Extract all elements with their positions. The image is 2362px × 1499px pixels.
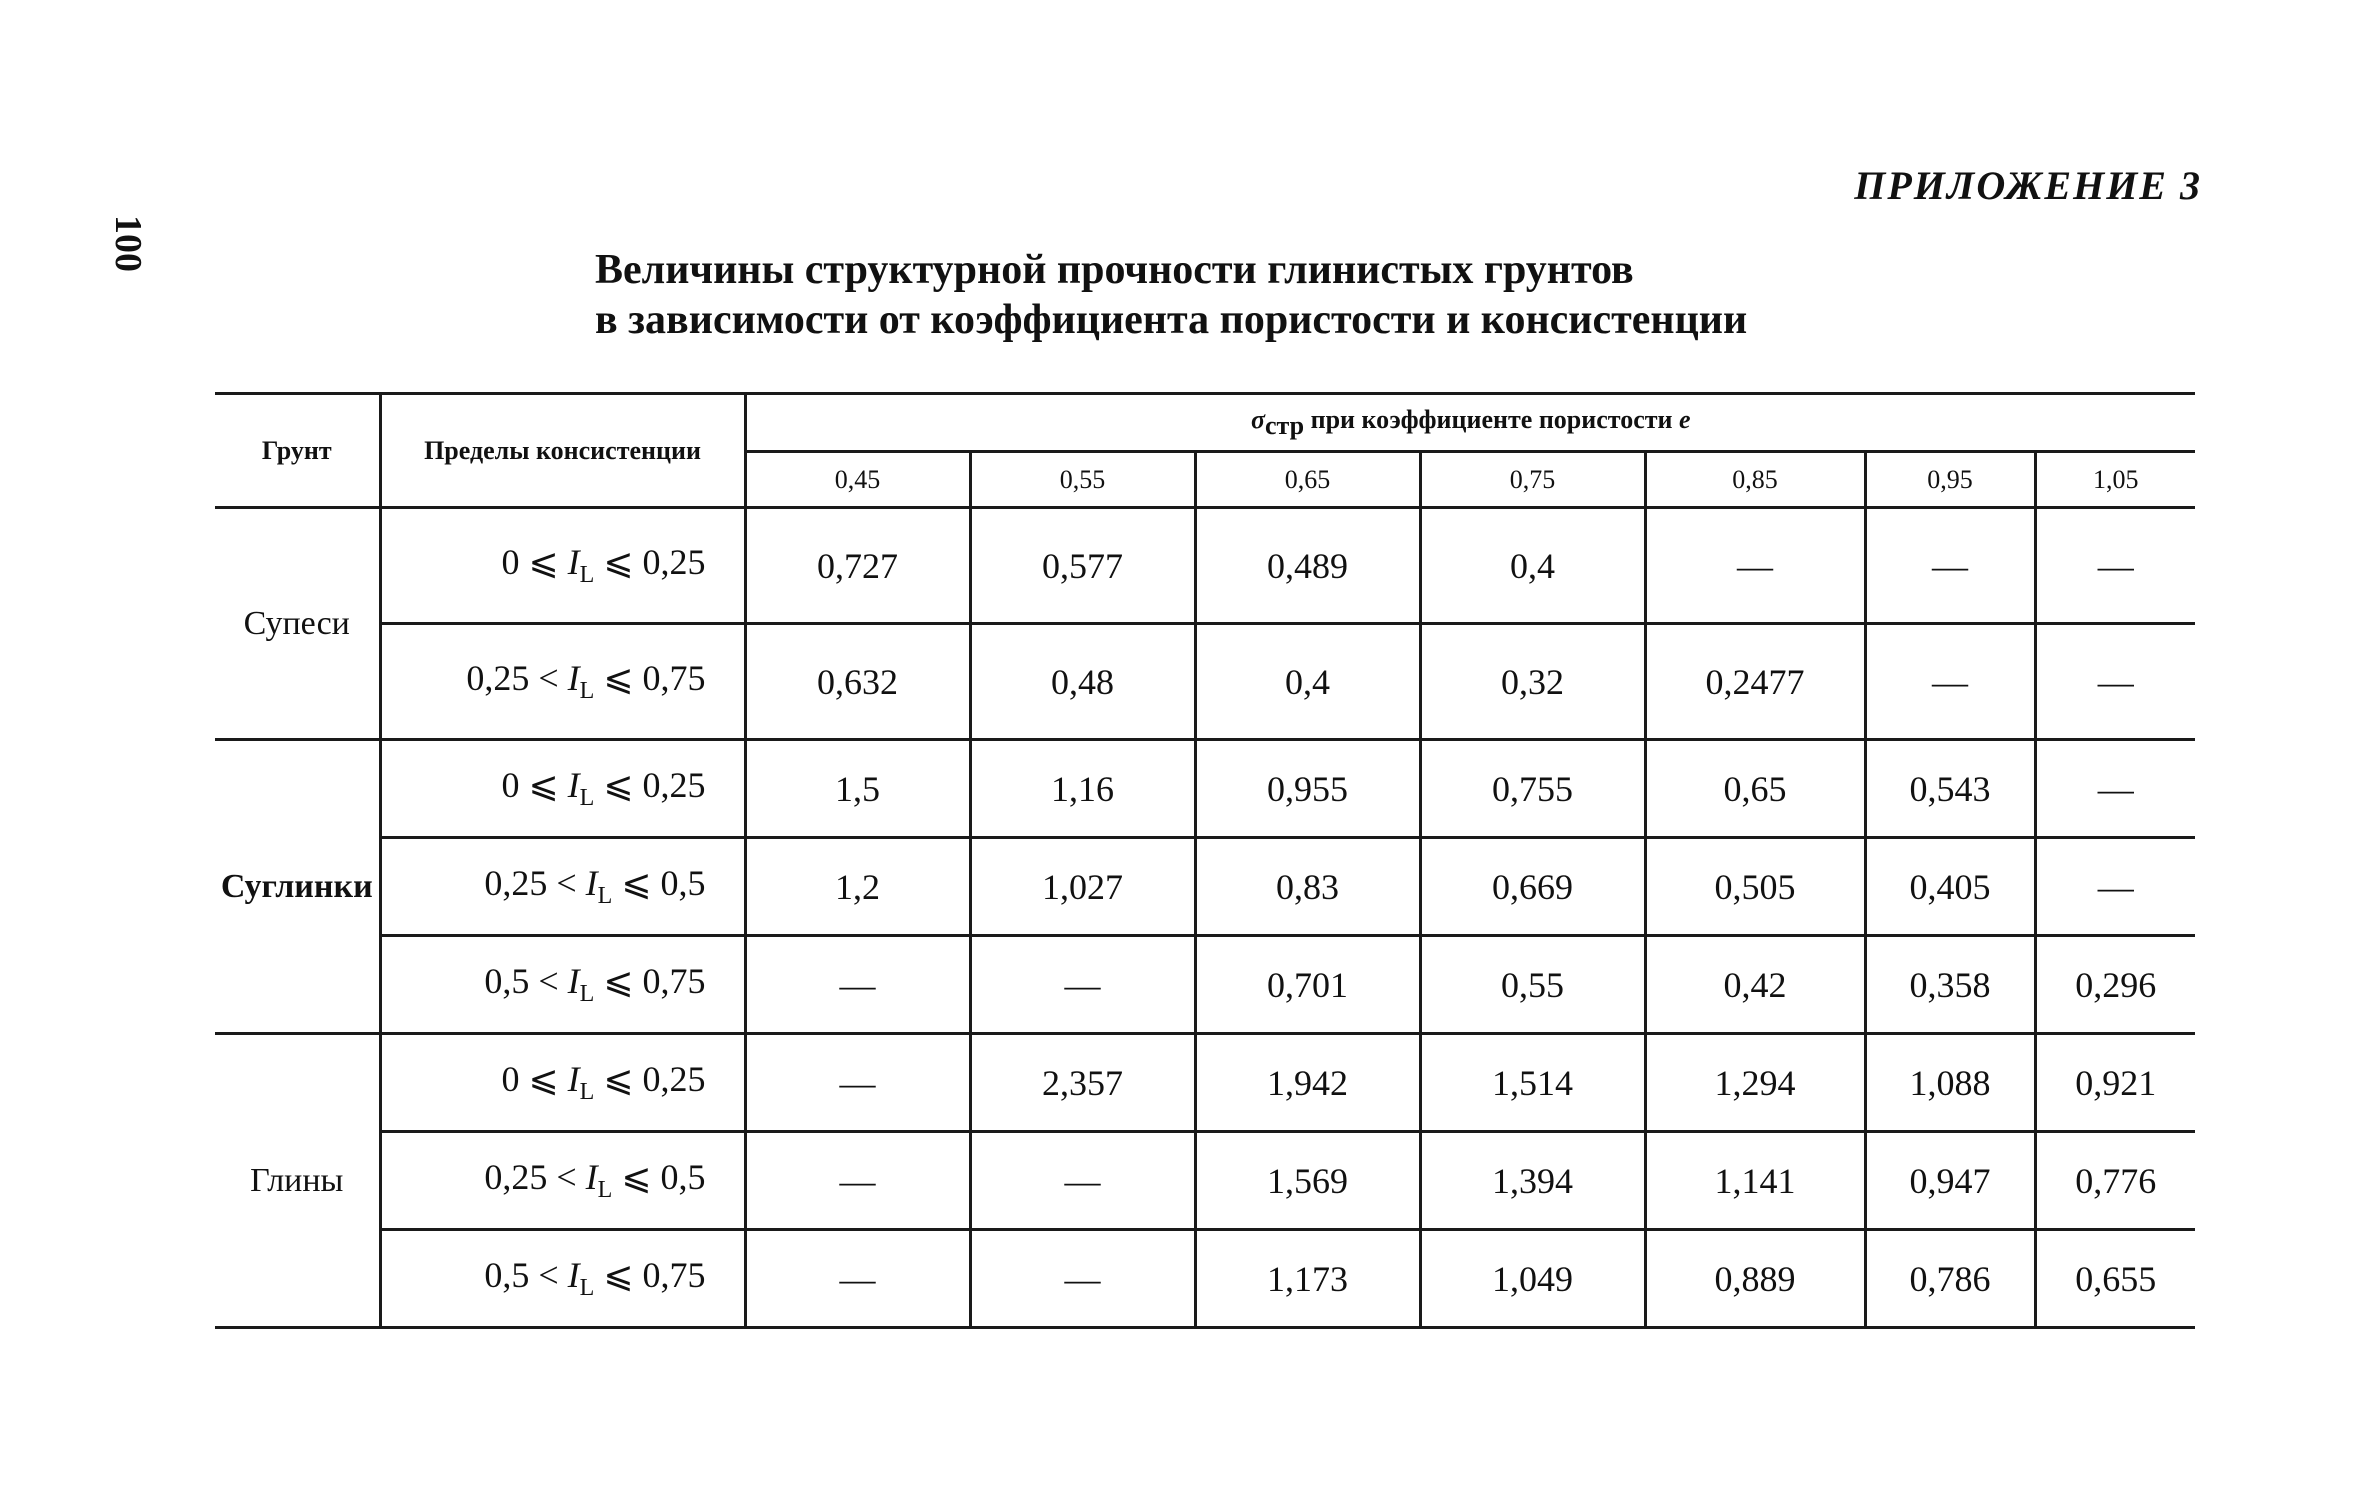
consistency-upper: ⩽ 0,25 <box>594 542 706 583</box>
consistency-cell <box>380 1034 745 1132</box>
value-cell: 1,2 <box>745 838 970 936</box>
title-line-1: Величины структурной прочности глинистых грунтов <box>595 247 1634 293</box>
value-cell: 0,42 <box>1645 936 1865 1034</box>
value-cell: 1,088 <box>1865 1034 2035 1132</box>
value-cell: 0,921 <box>2035 1034 2195 1132</box>
consistency-cell <box>380 740 745 838</box>
page-number: 100 <box>107 215 149 272</box>
value-cell: 1,514 <box>1420 1034 1645 1132</box>
consistency-lower: 0,25 < <box>484 1157 586 1198</box>
consistency-cell <box>380 838 745 936</box>
porosity-header-cell: 0,65 <box>1195 452 1420 508</box>
value-cell: 0,358 <box>1865 936 2035 1034</box>
liquidity-index-symbol: $I_L$ <box>585 1157 613 1204</box>
value-cell: 1,5 <box>745 740 970 838</box>
value-cell: — <box>1865 624 2035 740</box>
value-cell: 0,83 <box>1195 838 1420 936</box>
consistency-lower: 0,5 < <box>484 961 568 1002</box>
value-cell: 0,889 <box>1645 1230 1865 1328</box>
value-cell: — <box>2035 624 2195 740</box>
consistency-cell <box>380 1132 745 1230</box>
header-sigma <box>745 394 2195 452</box>
soil-type-cell: Глины <box>215 1034 380 1328</box>
sigma-variable: e <box>1679 404 1691 434</box>
header-row <box>215 394 2195 452</box>
value-cell: 0,505 <box>1645 838 1865 936</box>
value-cell: — <box>745 936 970 1034</box>
value-cell: — <box>1865 508 2035 624</box>
value-cell: 0,776 <box>2035 1132 2195 1230</box>
value-cell: 0,489 <box>1195 508 1420 624</box>
table-row <box>215 740 2195 838</box>
value-cell: — <box>745 1034 970 1132</box>
consistency-cell <box>380 936 745 1034</box>
value-cell: 1,173 <box>1195 1230 1420 1328</box>
header-soil: Грунт <box>215 394 380 508</box>
value-cell: 0,2477 <box>1645 624 1865 740</box>
consistency-upper: ⩽ 0,75 <box>594 961 706 1002</box>
value-cell: 0,669 <box>1420 838 1645 936</box>
value-cell: — <box>970 1230 1195 1328</box>
consistency-lower: 0 ⩽ <box>501 765 568 806</box>
table-row <box>215 508 2195 624</box>
value-cell: 1,569 <box>1195 1132 1420 1230</box>
table-row <box>215 936 2195 1034</box>
liquidity-index-symbol: $I_L$ <box>567 765 595 812</box>
consistency-upper: ⩽ 0,5 <box>612 1157 706 1198</box>
value-cell: — <box>2035 838 2195 936</box>
value-cell: — <box>970 936 1195 1034</box>
liquidity-index-symbol: $I_L$ <box>585 863 613 910</box>
soil-type-cell: Суглинки <box>215 740 380 1034</box>
liquidity-index-symbol: $I_L$ <box>567 658 595 705</box>
table-row <box>215 1132 2195 1230</box>
consistency-upper: ⩽ 0,75 <box>594 658 706 699</box>
liquidity-index-symbol: $I_L$ <box>567 1255 595 1302</box>
value-cell: 0,543 <box>1865 740 2035 838</box>
value-cell: 0,48 <box>970 624 1195 740</box>
strength-table <box>215 392 2195 1329</box>
value-cell: 0,947 <box>1865 1132 2035 1230</box>
title-line-2: в зависимости от коэффициента пористости и консистенции <box>595 297 1748 343</box>
value-cell: 0,405 <box>1865 838 2035 936</box>
porosity-header-cell: 1,05 <box>2035 452 2195 508</box>
value-cell: 0,755 <box>1420 740 1645 838</box>
consistency-lower: 0 ⩽ <box>501 1059 568 1100</box>
value-cell: 0,786 <box>1865 1230 2035 1328</box>
value-cell: — <box>970 1132 1195 1230</box>
value-cell: — <box>2035 740 2195 838</box>
porosity-header-cell: 0,55 <box>970 452 1195 508</box>
value-cell: 1,394 <box>1420 1132 1645 1230</box>
value-cell: 0,655 <box>2035 1230 2195 1328</box>
value-cell: 0,32 <box>1420 624 1645 740</box>
consistency-upper: ⩽ 0,25 <box>594 1059 706 1100</box>
value-cell: 0,955 <box>1195 740 1420 838</box>
value-cell: 0,577 <box>970 508 1195 624</box>
value-cell: 1,027 <box>970 838 1195 936</box>
value-cell: — <box>745 1230 970 1328</box>
consistency-lower: 0,25 < <box>466 658 568 699</box>
table-title <box>595 245 1747 345</box>
table-row <box>215 624 2195 740</box>
value-cell: 0,701 <box>1195 936 1420 1034</box>
porosity-header-cell: 0,75 <box>1420 452 1645 508</box>
header-consistency: Пределы консистенции <box>380 394 745 508</box>
value-cell: 0,296 <box>2035 936 2195 1034</box>
consistency-cell <box>380 508 745 624</box>
table-row <box>215 1230 2195 1328</box>
porosity-header-cell: 0,85 <box>1645 452 1865 508</box>
soil-type-cell: Супеси <box>215 508 380 740</box>
liquidity-index-symbol: $I_L$ <box>567 961 595 1008</box>
value-cell: — <box>2035 508 2195 624</box>
table-row <box>215 838 2195 936</box>
consistency-cell <box>380 624 745 740</box>
value-cell: 0,65 <box>1645 740 1865 838</box>
value-cell: 0,727 <box>745 508 970 624</box>
consistency-upper: ⩽ 0,25 <box>594 765 706 806</box>
porosity-header-cell: 0,95 <box>1865 452 2035 508</box>
liquidity-index-symbol: $I_L$ <box>567 1059 595 1106</box>
sigma-subscript: стр <box>1265 410 1305 440</box>
sigma-symbol: σ <box>1251 404 1266 434</box>
value-cell: 1,942 <box>1195 1034 1420 1132</box>
table-row <box>215 1034 2195 1132</box>
value-cell: 1,16 <box>970 740 1195 838</box>
value-cell: 1,141 <box>1645 1132 1865 1230</box>
consistency-upper: ⩽ 0,5 <box>612 863 706 904</box>
value-cell: 0,632 <box>745 624 970 740</box>
table-body <box>215 508 2195 1328</box>
consistency-lower: 0,25 < <box>484 863 586 904</box>
value-cell: 2,357 <box>970 1034 1195 1132</box>
consistency-lower: 0,5 < <box>484 1255 568 1296</box>
sigma-text: при коэффициенте пористости <box>1310 404 1673 434</box>
value-cell: — <box>1645 508 1865 624</box>
consistency-lower: 0 ⩽ <box>501 542 568 583</box>
value-cell: 1,294 <box>1645 1034 1865 1132</box>
porosity-header-cell: 0,45 <box>745 452 970 508</box>
value-cell: 0,55 <box>1420 936 1645 1034</box>
value-cell: 1,049 <box>1420 1230 1645 1328</box>
consistency-upper: ⩽ 0,75 <box>594 1255 706 1296</box>
consistency-cell <box>380 1230 745 1328</box>
value-cell: 0,4 <box>1195 624 1420 740</box>
value-cell: — <box>745 1132 970 1230</box>
appendix-label: ПРИЛОЖЕНИЕ 3 <box>1854 163 2202 208</box>
value-cell: 0,4 <box>1420 508 1645 624</box>
liquidity-index-symbol: $I_L$ <box>567 542 595 589</box>
